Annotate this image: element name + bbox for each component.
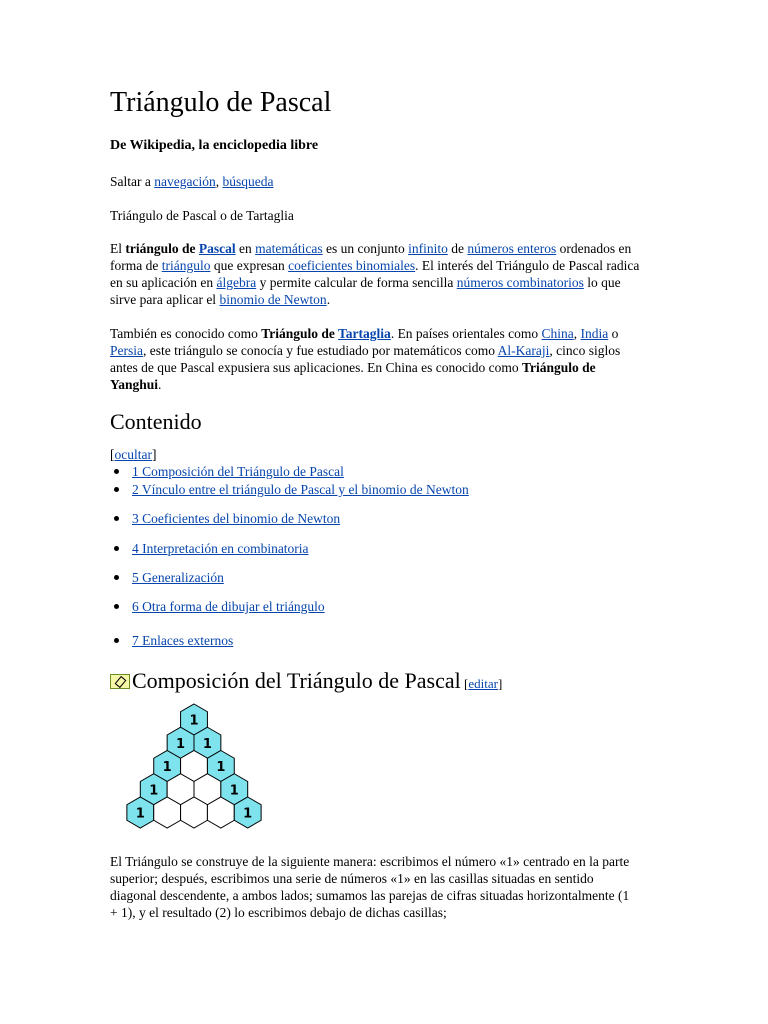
toc-link-3[interactable]: 3 Coeficientes del binomio de Newton bbox=[132, 511, 341, 526]
text: ordenados en forma de bbox=[110, 241, 632, 273]
skip-links bbox=[110, 173, 273, 190]
toc-item bbox=[132, 463, 344, 480]
link-matematicas[interactable]: matemáticas bbox=[255, 241, 323, 256]
link-numeros-combinatorios[interactable]: números combinatorios bbox=[456, 275, 584, 290]
bracket: ] bbox=[151, 447, 157, 462]
image-caption: Triángulo de Pascal o de Tartaglia bbox=[110, 208, 294, 223]
toc-link-5[interactable]: 5 Generalización bbox=[132, 570, 224, 585]
text: El bbox=[110, 241, 126, 256]
bracket: [ bbox=[110, 447, 115, 462]
text: lo que sirve para aplicar el bbox=[110, 275, 621, 307]
text: . bbox=[158, 377, 162, 392]
edit-bracket-close: ] bbox=[497, 676, 503, 691]
bold-text: Triángulo de Yanghui bbox=[110, 360, 596, 392]
text: , bbox=[573, 326, 581, 341]
intro-paragraph bbox=[110, 240, 640, 308]
section-heading bbox=[110, 667, 502, 698]
skip-navigation-link[interactable]: navegación bbox=[154, 174, 216, 189]
page-title: Triángulo de Pascal bbox=[110, 87, 332, 118]
toc-link-2[interactable]: 2 Vínculo entre el triángulo de Pascal y el binomio de Newton bbox=[132, 482, 469, 497]
skip-separator: , bbox=[215, 174, 223, 189]
link-infinito[interactable]: infinito bbox=[408, 241, 448, 256]
text: . bbox=[326, 292, 331, 307]
text: que expresan bbox=[210, 258, 289, 273]
text: , cinco siglos antes de que Pascal expusiera sus aplicaciones. En China es conocido como bbox=[110, 343, 621, 375]
bold-text: Triángulo de bbox=[261, 326, 339, 341]
toc-link-1[interactable]: 1 Composición del Triángulo de Pascal bbox=[132, 464, 344, 479]
link-numeros-enteros[interactable]: números enteros bbox=[467, 241, 557, 256]
text: . En países orientales como bbox=[390, 326, 542, 341]
link-binomio-newton[interactable]: binomio de Newton bbox=[219, 292, 327, 307]
cell-value: 1 bbox=[202, 736, 212, 752]
toc-item bbox=[132, 481, 469, 498]
toc-link-6[interactable]: 6 Otra forma de dibujar el triángulo bbox=[132, 599, 325, 614]
link-coeficientes-binomiales[interactable]: coeficientes binomiales bbox=[288, 258, 416, 273]
skip-search-link[interactable]: búsqueda bbox=[222, 174, 274, 189]
cell-value: 1 bbox=[229, 783, 239, 799]
toc-item bbox=[132, 540, 309, 557]
link-persia[interactable]: Persia bbox=[110, 343, 143, 358]
text: en bbox=[235, 241, 256, 256]
skip-prefix: Saltar a bbox=[110, 174, 155, 189]
link-algebra[interactable]: álgebra bbox=[216, 275, 257, 290]
toc-item bbox=[132, 569, 224, 586]
text: o bbox=[608, 326, 619, 341]
toc-toggle bbox=[110, 446, 156, 463]
bold-text: triángulo de bbox=[125, 241, 199, 256]
text: es un conjunto bbox=[322, 241, 409, 256]
cell-value: 1 bbox=[149, 783, 159, 799]
toc-link-4[interactable]: 4 Interpretación en combinatoria bbox=[132, 541, 309, 556]
link-india[interactable]: India bbox=[580, 326, 609, 341]
link-china[interactable]: China bbox=[541, 326, 574, 341]
link-al-karaji[interactable]: Al-Karaji bbox=[497, 343, 550, 358]
text: de bbox=[447, 241, 468, 256]
pascal-triangle-figure bbox=[109, 703, 279, 838]
edit-section-icon[interactable] bbox=[110, 674, 130, 689]
link-pascal[interactable]: Pascal bbox=[198, 241, 236, 256]
cell-value: 1 bbox=[189, 713, 199, 729]
toc-heading: Contenido bbox=[110, 409, 202, 434]
cell-value: 1 bbox=[135, 806, 145, 822]
cell-value: 1 bbox=[162, 760, 172, 775]
toc-link-7[interactable]: 7 Enlaces externos bbox=[132, 633, 234, 648]
link-triangulo[interactable]: triángulo bbox=[161, 258, 211, 273]
text: También es conocido como bbox=[110, 326, 262, 341]
toc-hide-link[interactable]: ocultar bbox=[114, 447, 152, 462]
text: . El interés del Triángulo de Pascal radica en su aplicación en bbox=[110, 258, 640, 290]
cell-value: 1 bbox=[243, 806, 253, 822]
toc-item bbox=[132, 598, 325, 615]
cell-value: 1 bbox=[176, 736, 186, 752]
text: y permite calcular de forma sencilla bbox=[256, 275, 457, 290]
cell-value: 1 bbox=[216, 760, 226, 775]
toc-item bbox=[132, 510, 340, 527]
history-paragraph bbox=[110, 325, 640, 393]
edit-bracket-open: [ bbox=[460, 676, 469, 691]
section-title: Composición del Triángulo de Pascal bbox=[132, 668, 461, 693]
edit-link[interactable]: editar bbox=[468, 676, 498, 691]
construction-paragraph: El Triángulo se construye de la siguiente manera: escribimos el número «1» centrado en la parte superior; después, escribimos una serie de números «1» en las casillas situadas en sentido diagonal descendente, a ambos lados; sumamos las parejas de cifras situadas horizontalmente (1 + 1), y el resultado (2) lo escribimos debajo de dichas casillas; bbox=[110, 854, 630, 920]
text: , este triángulo se conocía y fue estudiado por matemáticos como bbox=[143, 343, 498, 358]
link-tartaglia[interactable]: Tartaglia bbox=[338, 326, 391, 341]
site-subtitle: De Wikipedia, la enciclopedia libre bbox=[110, 138, 319, 153]
toc-item bbox=[132, 632, 233, 649]
